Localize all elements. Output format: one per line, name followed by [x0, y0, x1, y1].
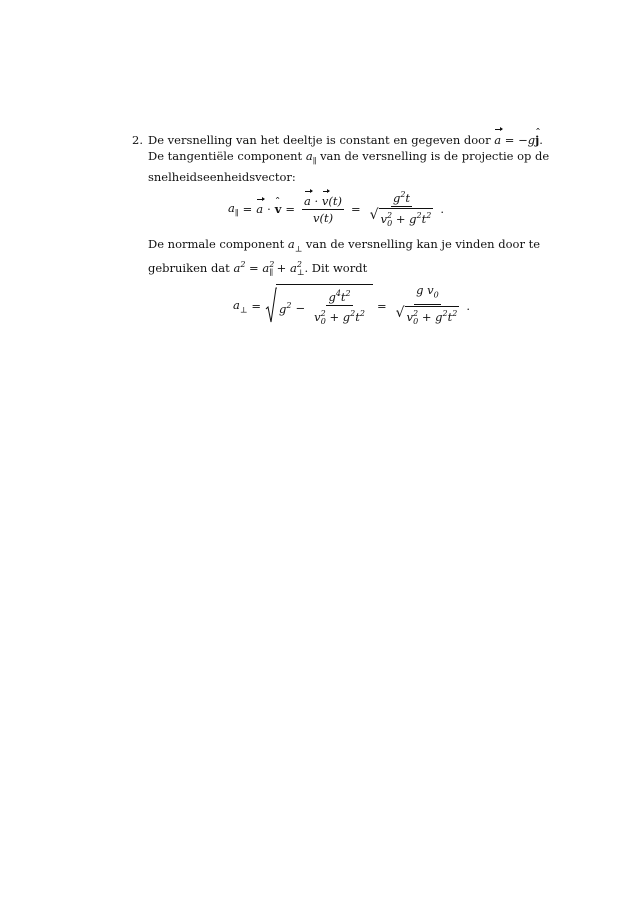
paragraph-1: De versnelling van het deeltje is constant en gegeven door a = −gj ˆ. De tangentiële component $a_\parallel$ van de versnelling is de projectie op de snelheidseenheidsvector: [148, 132, 506, 185]
para2-line2-text-b: . Dit wordt [304, 261, 368, 276]
eq2-inner-fraction: $\frac{g^4t^2}{v^2_0 + g^2t^2}$ [314, 289, 365, 326]
eq1-fraction-1: $\frac{a \cdot v(t)}{v(t)}$ [304, 193, 342, 225]
para2-line2-text-a: gebruiken dat [148, 261, 230, 276]
paragraph-2 [148, 236, 541, 281]
a-perp-symbol: $a_\perp$ [287, 237, 303, 254]
para2-line1-text-a: De normale component [148, 237, 285, 251]
eq2-lhs: $a_\perp$ [233, 297, 248, 315]
a-parallel-symbol: $a_\parallel$ [305, 149, 317, 166]
para2-line1-text-b: van de versnelling kan je vinden door te [305, 237, 541, 251]
a-squared-relation: $a^2 = a^2_\parallel + a^2_\perp$ [233, 260, 305, 278]
acceleration-equation: = −g [504, 133, 536, 147]
equation-2: $a_\perp$ = $g^2$ − $\frac{g^4t^2}{v^2_0 + g^2t^2}$ = g $v_0$ √ $v^2_0 + g^2t^2$ . [233, 283, 470, 329]
eq2-big-sqrt: $g^2$ − $\frac{g^4t^2}{v^2_0 + g^2t^2}$ [265, 283, 373, 329]
para1-line1-text: De versnelling van het deeltje is constant en gegeven door [148, 133, 491, 147]
eq2-fraction: g $v_0$ √ $v^2_0 + g^2t^2$ [394, 283, 462, 328]
item-number: 2. [132, 133, 143, 147]
eq1-fraction-2: $g^2t$ √ $v^2_0 + g^2t^2$ [368, 188, 436, 231]
vector-a-symbol: a [494, 133, 502, 147]
exercise-item-2 [132, 132, 550, 185]
exercise-item-2-continued [132, 236, 541, 281]
eq1-lhs: $a_\parallel$ [228, 201, 239, 218]
equation-1: $a_\parallel$ = a · v ˆ = $\frac{a \cdot v(t)}{v(t)}$ = $g^2t$ √ $v^2_0 + g^2t^2$ . [228, 188, 444, 231]
para1-line2-text-b: van de versnelling is de projectie op de [320, 149, 550, 163]
para1-line3-text: snelheidseenheidsvector: [148, 170, 296, 185]
unit-vector-j-symbol: j ˆ [535, 132, 539, 148]
para1-line2-text-a: De tangentiële component [148, 149, 303, 163]
